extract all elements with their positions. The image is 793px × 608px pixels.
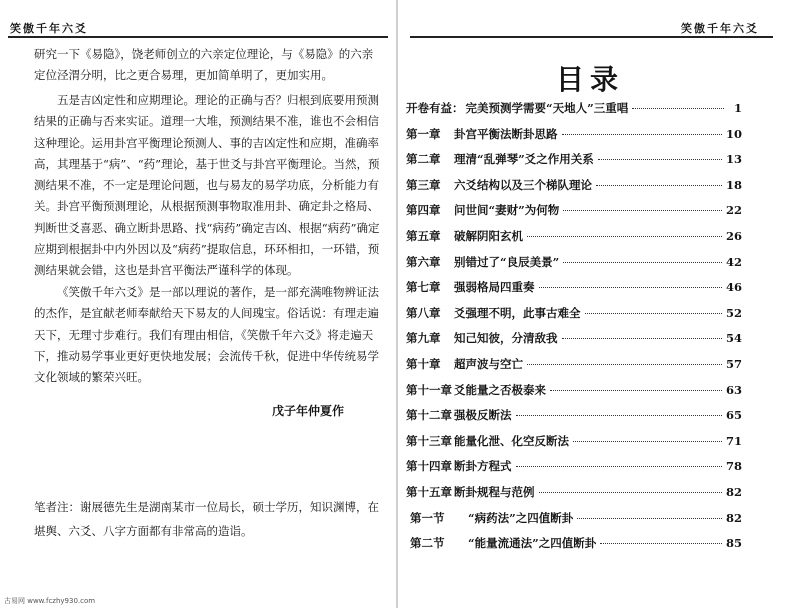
toc-chapter: 第一章 bbox=[406, 126, 441, 141]
toc-entry bbox=[406, 100, 742, 126]
toc-entry-title: 别错过了“良辰美景” bbox=[454, 254, 560, 269]
toc-leader-dots bbox=[527, 364, 722, 365]
toc-leader-dots bbox=[562, 134, 722, 135]
toc-entry-title: 强弱格局四重奏 bbox=[454, 280, 535, 295]
toc-page-number: 63 bbox=[725, 382, 742, 397]
toc-entry bbox=[406, 151, 742, 177]
toc-page-number: 65 bbox=[725, 408, 742, 423]
toc-page-number: 82 bbox=[725, 484, 742, 499]
toc-chapter: 第十二章 bbox=[406, 408, 452, 423]
running-header-left: 笑傲千年六爻 bbox=[10, 22, 88, 35]
footer-watermark: 古易网 www.fczhy930.com bbox=[4, 597, 96, 605]
toc-page-number: 82 bbox=[725, 510, 742, 525]
toc-leader-dots bbox=[516, 466, 722, 467]
toc-page-number: 46 bbox=[725, 280, 742, 295]
right-page bbox=[398, 0, 793, 600]
toc-chapter: 第五章 bbox=[406, 228, 441, 243]
toc-entry bbox=[406, 228, 742, 254]
toc-chapter: 第二节 bbox=[410, 536, 445, 551]
toc-leader-dots bbox=[573, 441, 722, 442]
toc-entry bbox=[406, 407, 742, 433]
toc-page-number: 26 bbox=[725, 228, 742, 243]
toc-leader-dots bbox=[527, 236, 722, 237]
toc-page-number: 1 bbox=[733, 101, 742, 115]
toc-entry bbox=[406, 254, 742, 280]
author-note: 笔者注：谢展德先生是湖南某市一位局长，硕士学历，知识渊博，在堪舆、六爻、八字方面都有非常高的造诣。 bbox=[34, 500, 379, 538]
toc-page-number: 52 bbox=[725, 305, 742, 320]
toc-page-number: 54 bbox=[725, 331, 742, 346]
left-page bbox=[0, 0, 396, 600]
toc-entry bbox=[406, 510, 742, 536]
toc-entry-title: 理清“乱弹琴”爻之作用关系 bbox=[454, 152, 594, 167]
toc-entry-title: 破解阴阳玄机 bbox=[454, 228, 523, 243]
toc-entry-title: 强极反断法 bbox=[454, 408, 512, 423]
toc-entry bbox=[406, 484, 742, 510]
toc-leader-dots bbox=[539, 492, 722, 493]
toc-chapter: 第四章 bbox=[406, 203, 441, 218]
running-header-right: 笑傲千年六爻 bbox=[681, 22, 759, 35]
toc-chapter: 第三章 bbox=[406, 177, 441, 192]
toc-entry-title: 问世间“妻财”为何物 bbox=[454, 203, 560, 218]
toc-chapter: 第十五章 bbox=[406, 484, 452, 499]
toc-chapter: 第十四章 bbox=[406, 459, 452, 474]
signature: 戊子年仲夏作 bbox=[272, 404, 345, 418]
toc-chapter: 第九章 bbox=[406, 331, 441, 346]
toc-leader-dots bbox=[598, 159, 722, 160]
toc-entry-title: 超声波与空亡 bbox=[454, 356, 523, 371]
toc-entry bbox=[406, 177, 742, 203]
toc-list bbox=[406, 100, 742, 561]
toc-page-number: 42 bbox=[725, 254, 742, 269]
header-rule-right bbox=[410, 36, 773, 38]
toc-leader-dots bbox=[550, 390, 722, 391]
toc-leader-dots bbox=[563, 210, 722, 211]
toc-leader-dots bbox=[632, 108, 724, 109]
toc-entry-title: 爻强理不明，此事古难全 bbox=[454, 305, 581, 320]
toc-entry bbox=[406, 330, 742, 356]
toc-entry-title: 卦宫平衡法断卦思路 bbox=[454, 126, 558, 141]
toc-leader-dots bbox=[562, 338, 722, 339]
toc-entry-title: 断卦方程式 bbox=[454, 459, 512, 474]
toc-page-number: 78 bbox=[725, 459, 742, 474]
toc-chapter: 第六章 bbox=[406, 254, 441, 269]
toc-leader-dots bbox=[596, 185, 722, 186]
toc-entry bbox=[406, 126, 742, 152]
toc-chapter: 第十三章 bbox=[406, 433, 452, 448]
toc-page-number: 10 bbox=[725, 126, 742, 141]
toc-leader-dots bbox=[516, 415, 722, 416]
toc-entry-title: “能量流通法”之四值断卦 bbox=[468, 536, 597, 551]
toc-page-number: 71 bbox=[725, 433, 742, 448]
toc-leader-dots bbox=[585, 313, 722, 314]
toc-entry-title: 完美预测学需要“天地人”三重唱 bbox=[465, 101, 629, 115]
toc-page-number: 18 bbox=[725, 177, 742, 192]
toc-chapter: 开卷有益： bbox=[406, 101, 464, 115]
toc-entry bbox=[406, 535, 742, 561]
toc-entry-title: “病药法”之四值断卦 bbox=[468, 510, 574, 525]
toc-entry bbox=[406, 356, 742, 382]
toc-leader-dots bbox=[539, 287, 722, 288]
toc-page-number: 57 bbox=[725, 356, 742, 371]
toc-entry-title: 能量化泄、化空反断法 bbox=[454, 433, 569, 448]
toc-entry bbox=[406, 202, 742, 228]
toc-leader-dots bbox=[563, 262, 722, 263]
toc-leader-dots bbox=[577, 518, 722, 519]
toc-chapter: 第一节 bbox=[410, 510, 445, 525]
header-rule-left bbox=[8, 36, 388, 38]
toc-chapter: 第八章 bbox=[406, 305, 441, 320]
toc-chapter: 第二章 bbox=[406, 152, 441, 167]
toc-entry bbox=[406, 382, 742, 408]
toc-entry-title: 断卦规程与范例 bbox=[454, 484, 535, 499]
toc-chapter: 第十一章 bbox=[406, 382, 452, 397]
paragraph-1: 研究一下《易隐》，饶老师创立的六亲定位理论，与《易隐》的六亲定位泾渭分明，比之更合易理，更加简单明了，更加实用。 bbox=[34, 47, 374, 83]
toc-entry bbox=[406, 433, 742, 459]
paragraph-2: 五是吉凶定性和应期理论。理论的正确与否？归根到底要用预测结果的正确与否来实证。道理一大堆，预测结果不准，谁也不会相信这种理论。运用卦宫平衡理论预测人、事的吉凶定性和应期，准确率高，其理基于“病”、“药”理论，基于世爻与卦宫平衡理论。当然，预测结果不准，不一定是理论问题，也与易友的易学功底，分析能力有关。卦宫平衡预测理论，从根据预测事物取准用卦、确定卦之格局、判断世爻喜恶、确立断卦思路、找“病药”确定吉凶、根据“病药”确定应期到根据卦中内外因以及“病药”提取信息，环环相扣，一环错，预测结果就会错，这也是卦宫平衡法严谨科学的体现。 bbox=[34, 93, 380, 278]
toc-title: 目录 bbox=[556, 63, 625, 96]
toc-page-number: 13 bbox=[725, 152, 742, 167]
toc-chapter: 第十章 bbox=[406, 356, 441, 371]
toc-entry-title: 六爻结构以及三个梯队理论 bbox=[454, 177, 592, 192]
toc-page-number: 85 bbox=[725, 536, 742, 551]
toc-page-number: 22 bbox=[725, 203, 742, 218]
toc-entry bbox=[406, 458, 742, 484]
toc-entry bbox=[406, 279, 742, 305]
toc-entry-title: 爻能量之否极泰来 bbox=[454, 382, 546, 397]
toc-leader-dots bbox=[600, 543, 722, 544]
toc-chapter: 第七章 bbox=[406, 280, 441, 295]
toc-entry-title: 知己知彼，分清敌我 bbox=[454, 331, 558, 346]
paragraph-3: 《笑傲千年六爻》是一部以理说的著作，是一部充满唯物辨证法的杰作，是宜献老师奉献给天下易友的人间瑰宝。俗话说：有理走遍天下，无理寸步难行。我们有理由相信，《笑傲千年六爻》将走遍天下，推动易学事业更好更快地发展；会流传千秋，促进中华传统易学文化领域的繁荣兴旺。 bbox=[34, 285, 379, 385]
toc-entry bbox=[406, 305, 742, 331]
